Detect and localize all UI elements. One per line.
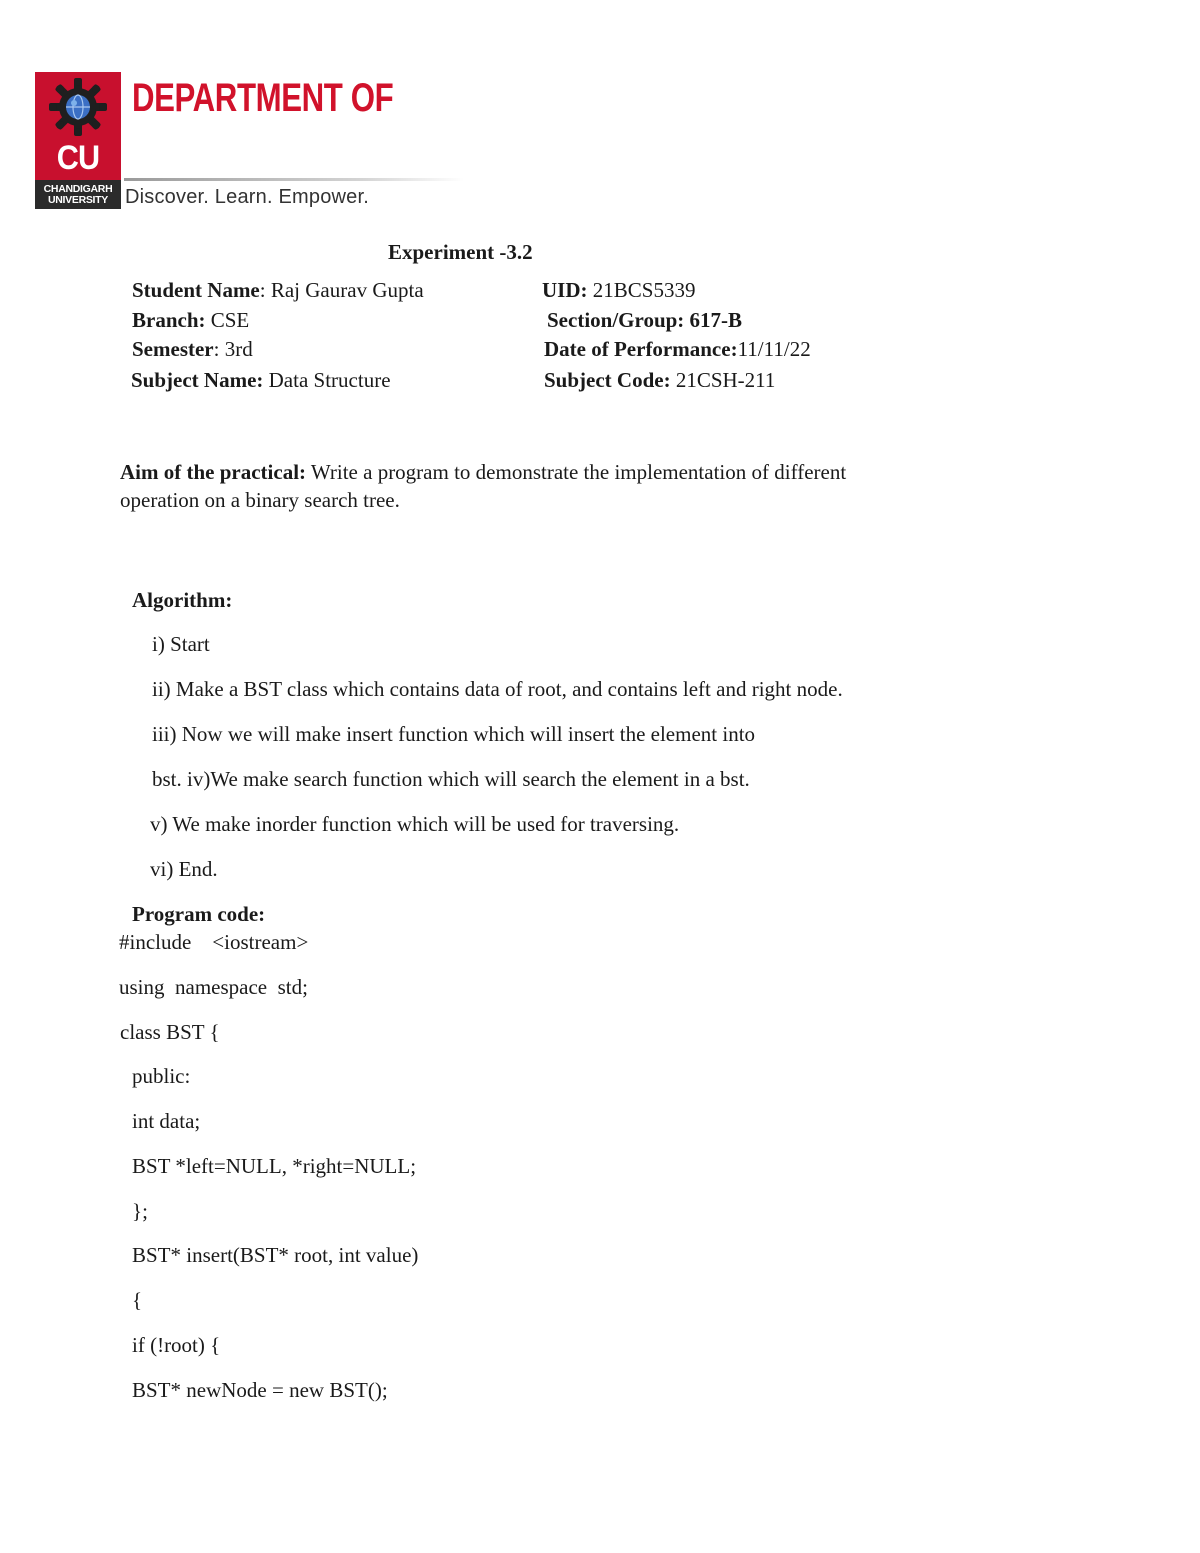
code-line: BST *left=NULL, *right=NULL;	[132, 1154, 417, 1178]
code-line: int data;	[132, 1109, 201, 1133]
student-name-row: Student Name: Raj Gaurav Gupta	[132, 278, 424, 302]
code-line: BST* newNode = new BST();	[132, 1378, 388, 1402]
algorithm-step: iii) Now we will make insert function which will insert the element into	[152, 722, 756, 746]
department-title: DEPARTMENT OF	[132, 76, 394, 120]
semester-row: Semester: 3rd	[132, 337, 253, 361]
university-logo	[35, 72, 121, 209]
uid-row	[542, 277, 695, 303]
uid-value: 21BCS5339	[592, 278, 696, 302]
code-line: public:	[132, 1064, 191, 1088]
subject-code-value: 21CSH-211	[675, 368, 776, 392]
program-heading: Program code:	[132, 902, 266, 926]
subject-name-value: Data Structure	[268, 368, 391, 392]
subject-code-row	[544, 367, 775, 393]
code-line: if (!root) {	[132, 1333, 221, 1357]
subject-code-label: Subject Code:	[544, 368, 671, 392]
header-divider	[124, 178, 464, 181]
date-row	[544, 336, 811, 362]
code-line: #include <iostream>	[119, 930, 309, 954]
branch-row	[132, 307, 249, 333]
student-name-label: Student Name	[132, 278, 260, 302]
code-line: BST* insert(BST* root, int value)	[132, 1243, 419, 1267]
gear-globe-icon	[47, 76, 109, 138]
section-label: Section/Group:	[547, 308, 685, 332]
uid-label: UID:	[542, 278, 588, 302]
algorithm-step: i) Start	[152, 632, 210, 656]
algorithm-heading: Algorithm:	[132, 588, 233, 612]
aim-line-1	[120, 459, 846, 485]
experiment-title: Experiment -3.2	[388, 240, 533, 264]
aim-label: Aim of the practical:	[120, 460, 307, 484]
section-row	[547, 307, 742, 333]
branch-value: CSE	[210, 308, 250, 332]
code-line: using namespace std;	[119, 975, 308, 999]
section-value: 617-B	[689, 308, 743, 332]
subject-name-row	[131, 367, 391, 393]
logo-university-line2: UNIVERSITY	[47, 194, 108, 206]
algorithm-step: v) We make inorder function which will be used for traversing.	[150, 812, 680, 836]
semester-label: Semester	[132, 337, 214, 361]
date-value: 11/11/22	[737, 337, 811, 361]
student-name-value: Raj Gaurav Gupta	[270, 278, 424, 302]
semester-value: 3rd	[224, 337, 253, 361]
code-line: };	[132, 1199, 148, 1223]
logo-university-line1: CHANDIGARH	[43, 183, 113, 195]
subject-name-label: Subject Name:	[131, 368, 264, 392]
branch-label: Branch:	[132, 308, 206, 332]
aim-line-2: operation on a binary search tree.	[120, 488, 400, 512]
algorithm-step: vi) End.	[150, 857, 218, 881]
date-label: Date of Performance:	[544, 337, 738, 361]
algorithm-step: bst. iv)We make search function which will search the element in a bst.	[152, 767, 750, 791]
code-line: class BST {	[120, 1020, 220, 1044]
aim-text-1: Write a program to demonstrate the implementation of different	[310, 460, 847, 484]
university-tagline: Discover. Learn. Empower.	[125, 186, 369, 208]
logo-university-band	[35, 180, 121, 209]
algorithm-step: ii) Make a BST class which contains data of root, and contains left and right node.	[152, 677, 843, 701]
code-line: {	[132, 1288, 143, 1312]
logo-initials: CU	[56, 139, 100, 177]
